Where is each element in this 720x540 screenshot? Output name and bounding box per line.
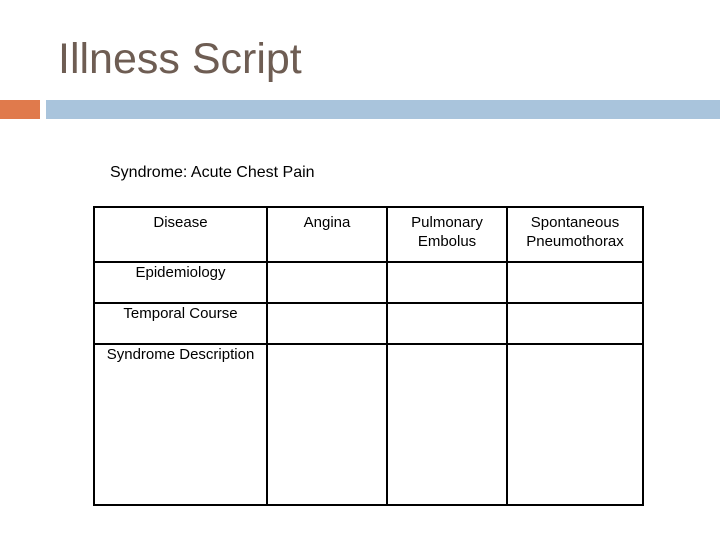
cell-temporal-course-angina[interactable] (267, 303, 387, 344)
cell-epidemiology-angina[interactable] (267, 262, 387, 303)
cell-temporal-course-pulmonary-embolus[interactable] (387, 303, 507, 344)
cell-syndrome-description-pulmonary-embolus[interactable] (387, 344, 507, 505)
table-row (94, 262, 643, 303)
row-label-epidemiology: Epidemiology (94, 262, 267, 303)
header-angina-cell: Angina (267, 207, 387, 262)
title-underline-band (46, 100, 720, 119)
slide-title: Illness Script (58, 35, 302, 83)
row-label-syndrome-description: Syndrome Description (94, 344, 267, 505)
syndrome-subtitle: Syndrome: Acute Chest Pain (110, 164, 315, 181)
cell-syndrome-description-angina[interactable] (267, 344, 387, 505)
cell-epidemiology-spontaneous-pneumothorax[interactable] (507, 262, 643, 303)
cell-syndrome-description-spontaneous-pneumothorax[interactable] (507, 344, 643, 505)
header-spontaneous-pneumothorax-cell: Spontaneous Pneumothorax (507, 207, 643, 262)
table-row (94, 344, 643, 505)
cell-epidemiology-pulmonary-embolus[interactable] (387, 262, 507, 303)
header-pulmonary-embolus-cell: Pulmonary Embolus (387, 207, 507, 262)
illness-script-table (93, 206, 644, 506)
table-header-row (94, 207, 643, 262)
table-row (94, 303, 643, 344)
cell-temporal-course-spontaneous-pneumothorax[interactable] (507, 303, 643, 344)
row-label-temporal-course: Temporal Course (94, 303, 267, 344)
title-accent-bar (0, 100, 40, 119)
header-disease-cell: Disease (94, 207, 267, 262)
